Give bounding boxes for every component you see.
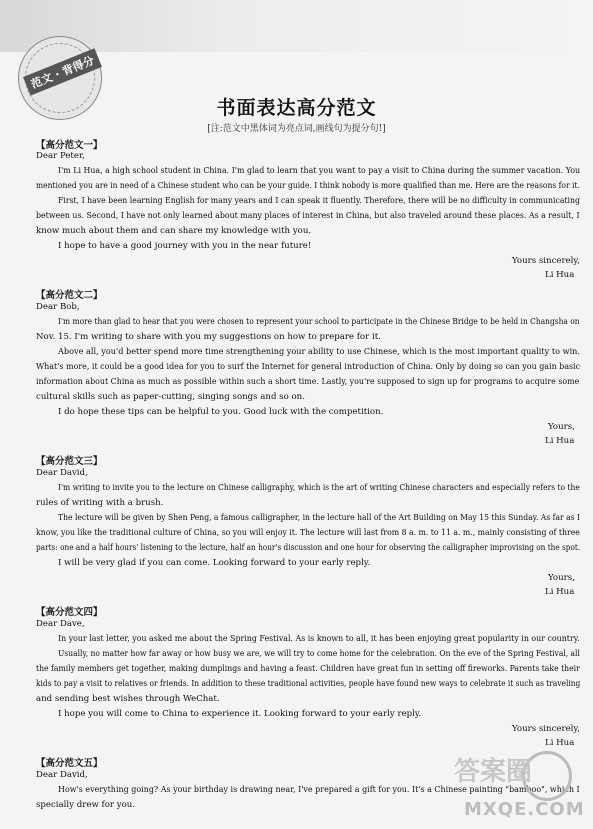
paragraph-line: The lecture will be given by Shen Peng, a famous calligrapher, in the lecture hall of the Art Building on May 15 this Sunday. As far as I [58, 513, 581, 523]
watermark-cn: 答案圈 [454, 757, 533, 787]
paragraph-line: cultural skills such as paper-cutting, singing songs and so on. [36, 392, 305, 402]
signature: Li Hua [545, 436, 575, 446]
paragraph-line: kids to pay a visit to relatives or friends. In addition to these traditional activities, people have found new ways to celebrate it such as traveling [36, 679, 581, 689]
signature: Li Hua [545, 738, 575, 748]
paragraph-line: the family members get together, making dumplings and having a feast. Children have great fun in setting off fireworks. Parents take their [36, 664, 580, 674]
paragraph-line: Above all, you'd better spend more time strengthening your ability to use Chinese, which is the most important quality to win. [58, 347, 581, 357]
paragraph-line: between us. Second, I have not only learned about many places of interest in China, but also traveled around these places. As a result, I [36, 211, 580, 221]
paragraph-line: I will be very glad if you can come. Looking forward to your early reply. [58, 558, 371, 568]
header-band [0, 0, 593, 52]
paragraph-line: I'm Li Hua, a high school student in China. I'm glad to learn that you want to pay a visit to China during the summer vacation. You [58, 166, 581, 176]
page-note: [注:范文中黑体词为亮点词,画线句为提分句!] [207, 124, 386, 134]
paragraph-line: and sending best wishes through WeChat. [36, 694, 220, 704]
section-heading-3: 【高分范文三】 [36, 456, 103, 467]
salutation: Dear Dave, [36, 619, 85, 629]
paragraph-line: specially drew for you. [36, 800, 136, 810]
paragraph-line: In your last letter, you asked me about the Spring Festival. As is known to all, it has been enjoying great popularity in our country. [58, 634, 580, 644]
section-heading-2: 【高分范文二】 [36, 290, 103, 301]
section-heading-4: 【高分范文四】 [36, 607, 103, 618]
paragraph-line: I hope to have a good journey with you in the near future! [58, 241, 312, 251]
badge-label: 范文 · 背得分 [23, 48, 102, 95]
paragraph-line: know much about them and can share my knowledge with you. [36, 226, 312, 236]
closing: Yours sincerely, [512, 256, 580, 266]
paragraph-line: mentioned you are in need of a Chinese student who can be your guide. I think nobody is more qualified than me. Here are the reasons for it. [36, 181, 580, 191]
closing: Yours, [548, 422, 575, 432]
closing: Yours, [548, 573, 575, 583]
section-heading-5: 【高分范文五】 [36, 758, 103, 769]
paragraph-line: I do hope these tips can be helpful to you. Good luck with the competition. [58, 407, 384, 417]
paragraph-line: First, I have been learning English for many years and I can speak it fluently. Therefore, there will be no difficulty in communicating [58, 196, 581, 206]
paragraph-line: What's more, it could be a good idea for you to surf the Internet for general introduction of China. Only by doing so can you gain basic [36, 362, 581, 372]
paragraph-line: rules of writing with a brush. [36, 498, 164, 508]
paragraph-line: I hope you will come to China to experience it. Looking forward to your early reply. [58, 709, 422, 719]
salutation: Dear Peter, [36, 151, 85, 161]
section-heading-1: 【高分范文一】 [36, 140, 103, 151]
paragraph-line: know, you like the traditional culture of China, so you will enjoy it. The lecture will last from 8 a. m. to 11 a. m., mainly consisting of three [36, 528, 580, 538]
signature: Li Hua [545, 270, 575, 280]
watermark-url: MXQE.COM [464, 799, 585, 820]
paragraph-line: Nov. 15. I'm writing to share with you my suggestions on how to prepare for it. [36, 332, 381, 342]
paragraph-line: How's everything going? As your birthday is drawing near, I've prepared a gift for you. It's a Chinese painting "bamboo", which I [58, 785, 580, 795]
salutation: Dear Bob, [36, 302, 80, 312]
page-title: 书面表达高分范文 [216, 97, 377, 119]
paragraph-line: I'm more than glad to hear that you were chosen to represent your school to participate in the Chinese Bridge to be held in Changsha on [58, 317, 580, 327]
paragraph-line: I'm writing to invite you to the lecture on Chinese calligraphy, which is the art of writing Chinese characters and especially refers to the [58, 483, 580, 493]
paragraph-line: parts: one and a half hours' listening to the lecture, half an hour's discussion and one hour for observing the calligrapher improvising on the spot. [36, 543, 581, 553]
paragraph-line: information about China as much as possible within such a short time. Lastly, you're supposed to sign up for programs to acquire some [36, 377, 580, 387]
closing: Yours sincerely, [512, 724, 580, 734]
paragraph-line: Usually, no matter how far away or how busy we are, we will try to come home for the celebration. On the eve of the Spring Festival, all [58, 649, 580, 659]
signature: Li Hua [545, 587, 575, 597]
watermark-logo [450, 745, 590, 829]
salutation: Dear David, [36, 770, 88, 780]
salutation: Dear David, [36, 468, 88, 478]
